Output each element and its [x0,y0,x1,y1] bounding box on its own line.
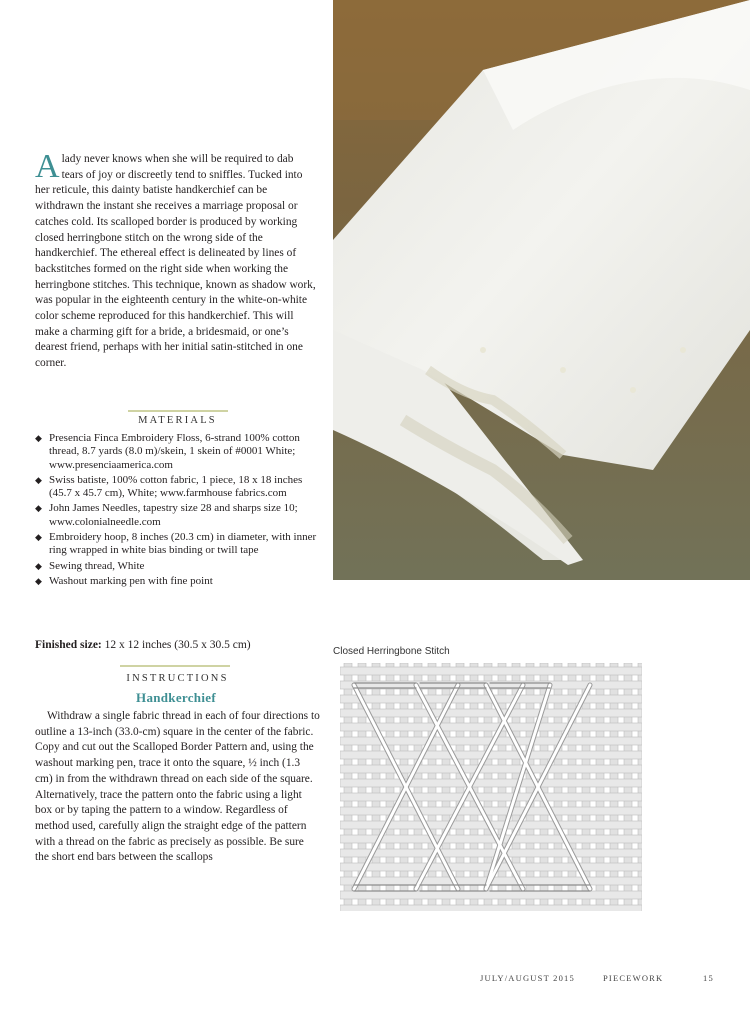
instructions-rule [120,665,230,667]
materials-rule [128,410,228,412]
bullet-icon: ◆ [35,503,42,514]
grid-thread-horizontal [340,793,642,801]
grid-thread-horizontal [340,709,642,717]
grid-thread-horizontal [340,891,642,899]
bullet-icon: ◆ [35,532,42,543]
grid-thread-horizontal [340,751,642,759]
list-item: ◆ Swiss batiste, 100% cotton fabric, 1 piece, 18 x 18 inches (45.7 x 45.7 cm), White; www.farmhouse fabrics.com [35,473,303,500]
grid-thread-horizontal [340,807,642,815]
grid-thread-horizontal [340,849,642,857]
bullet-icon: ◆ [35,575,42,586]
finished-size [35,639,251,651]
grid-thread-horizontal [340,765,642,773]
intro-text: lady never knows when she will be required to dab tears of joy or discreetly tend to sniffles. Tucked into her reticule, this dainty batiste handkerchief can be withdrawn the instant she receives a marriage proposal or catches cold. Its scalloped border is produced by working closed herringbone stitch on the wrong side of the handkerchief. The ethereal effect is delineated by lines of backstitches formed on the right side when working the herringbone stitches. This technique, known as shadow work, was popular in the eighteenth century in the white-on-white color scheme reproduced for this handkerchief. This will make a charming gift for a bride, a bridesmaid, or one’s dearest friend, perhaps with her initial satin-stitched in one corner. [35,153,316,370]
finished-size-value: 12 x 12 inches (30.5 x 30.5 cm) [104,639,251,651]
diagram-title: Closed Herringbone Stitch [333,646,450,657]
grid-thread-horizontal [340,905,642,911]
finished-size-label: Finished size: [35,639,102,651]
bullet-icon: ◆ [35,474,42,485]
handkerchief-photo [333,0,750,580]
grid-thread-horizontal [340,667,642,675]
bullet-icon: ◆ [35,560,42,571]
footer-issue: JULY/AUGUST 2015 [480,973,575,983]
list-item: ◆ Embroidery hoop, 8 inches (20.3 cm) in diameter, with inner ring wrapped in white bias binding or twill tape [35,531,317,557]
drop-cap: A [35,148,60,185]
footer-magazine: PIECEWORK [603,973,664,983]
bullet-icon: ◆ [35,433,42,443]
list-item: ◆ Sewing thread, White [35,559,145,572]
intro-paragraph [35,148,317,372]
materials-list [35,432,325,590]
list-item: ◆ John James Needles, tapestry size 28 and sharps size 10; www.colonialneedle.com [35,502,298,528]
handkerchief-subheading: Handkerchief [136,690,216,705]
herringbone-stitch-diagram [340,663,642,911]
grid-thread-horizontal [340,723,642,731]
list-item: ◆ Presencia Finca Embroidery Floss, 6-strand 100% cotton thread, 8.7 yards (8.0 m)/skein, 1 skein of #0001 White; www.presenciaamerica.com [35,432,300,471]
grid-thread-horizontal [340,835,642,843]
materials-heading: MATERIALS [138,415,217,426]
page-number: 15 [703,973,714,983]
instructions-paragraph: Withdraw a single fabric thread in each of four directions to outline a 13-inch (33.0-cm) square in the center of the fabric. Copy and cut out the Scalloped Border Pattern and, using the washout marking pen, trace it onto the square, ½ inch (1.3 cm) in from the withdrawn thread on each side of the square. Alternatively, trace the pattern onto the fabric using a light box or by taping the pattern to a window. Regardless of method used, carefully align the straight edge of the pattern with a thread on the fabric as precisely as possible. Be sure the short end bars between the scallops [35,710,320,864]
handkerchief-image [333,0,750,580]
grid-thread-horizontal [340,779,642,787]
list-item: ◆ Washout marking pen with fine point [35,574,213,587]
instructions-heading: INSTRUCTIONS [126,673,229,684]
